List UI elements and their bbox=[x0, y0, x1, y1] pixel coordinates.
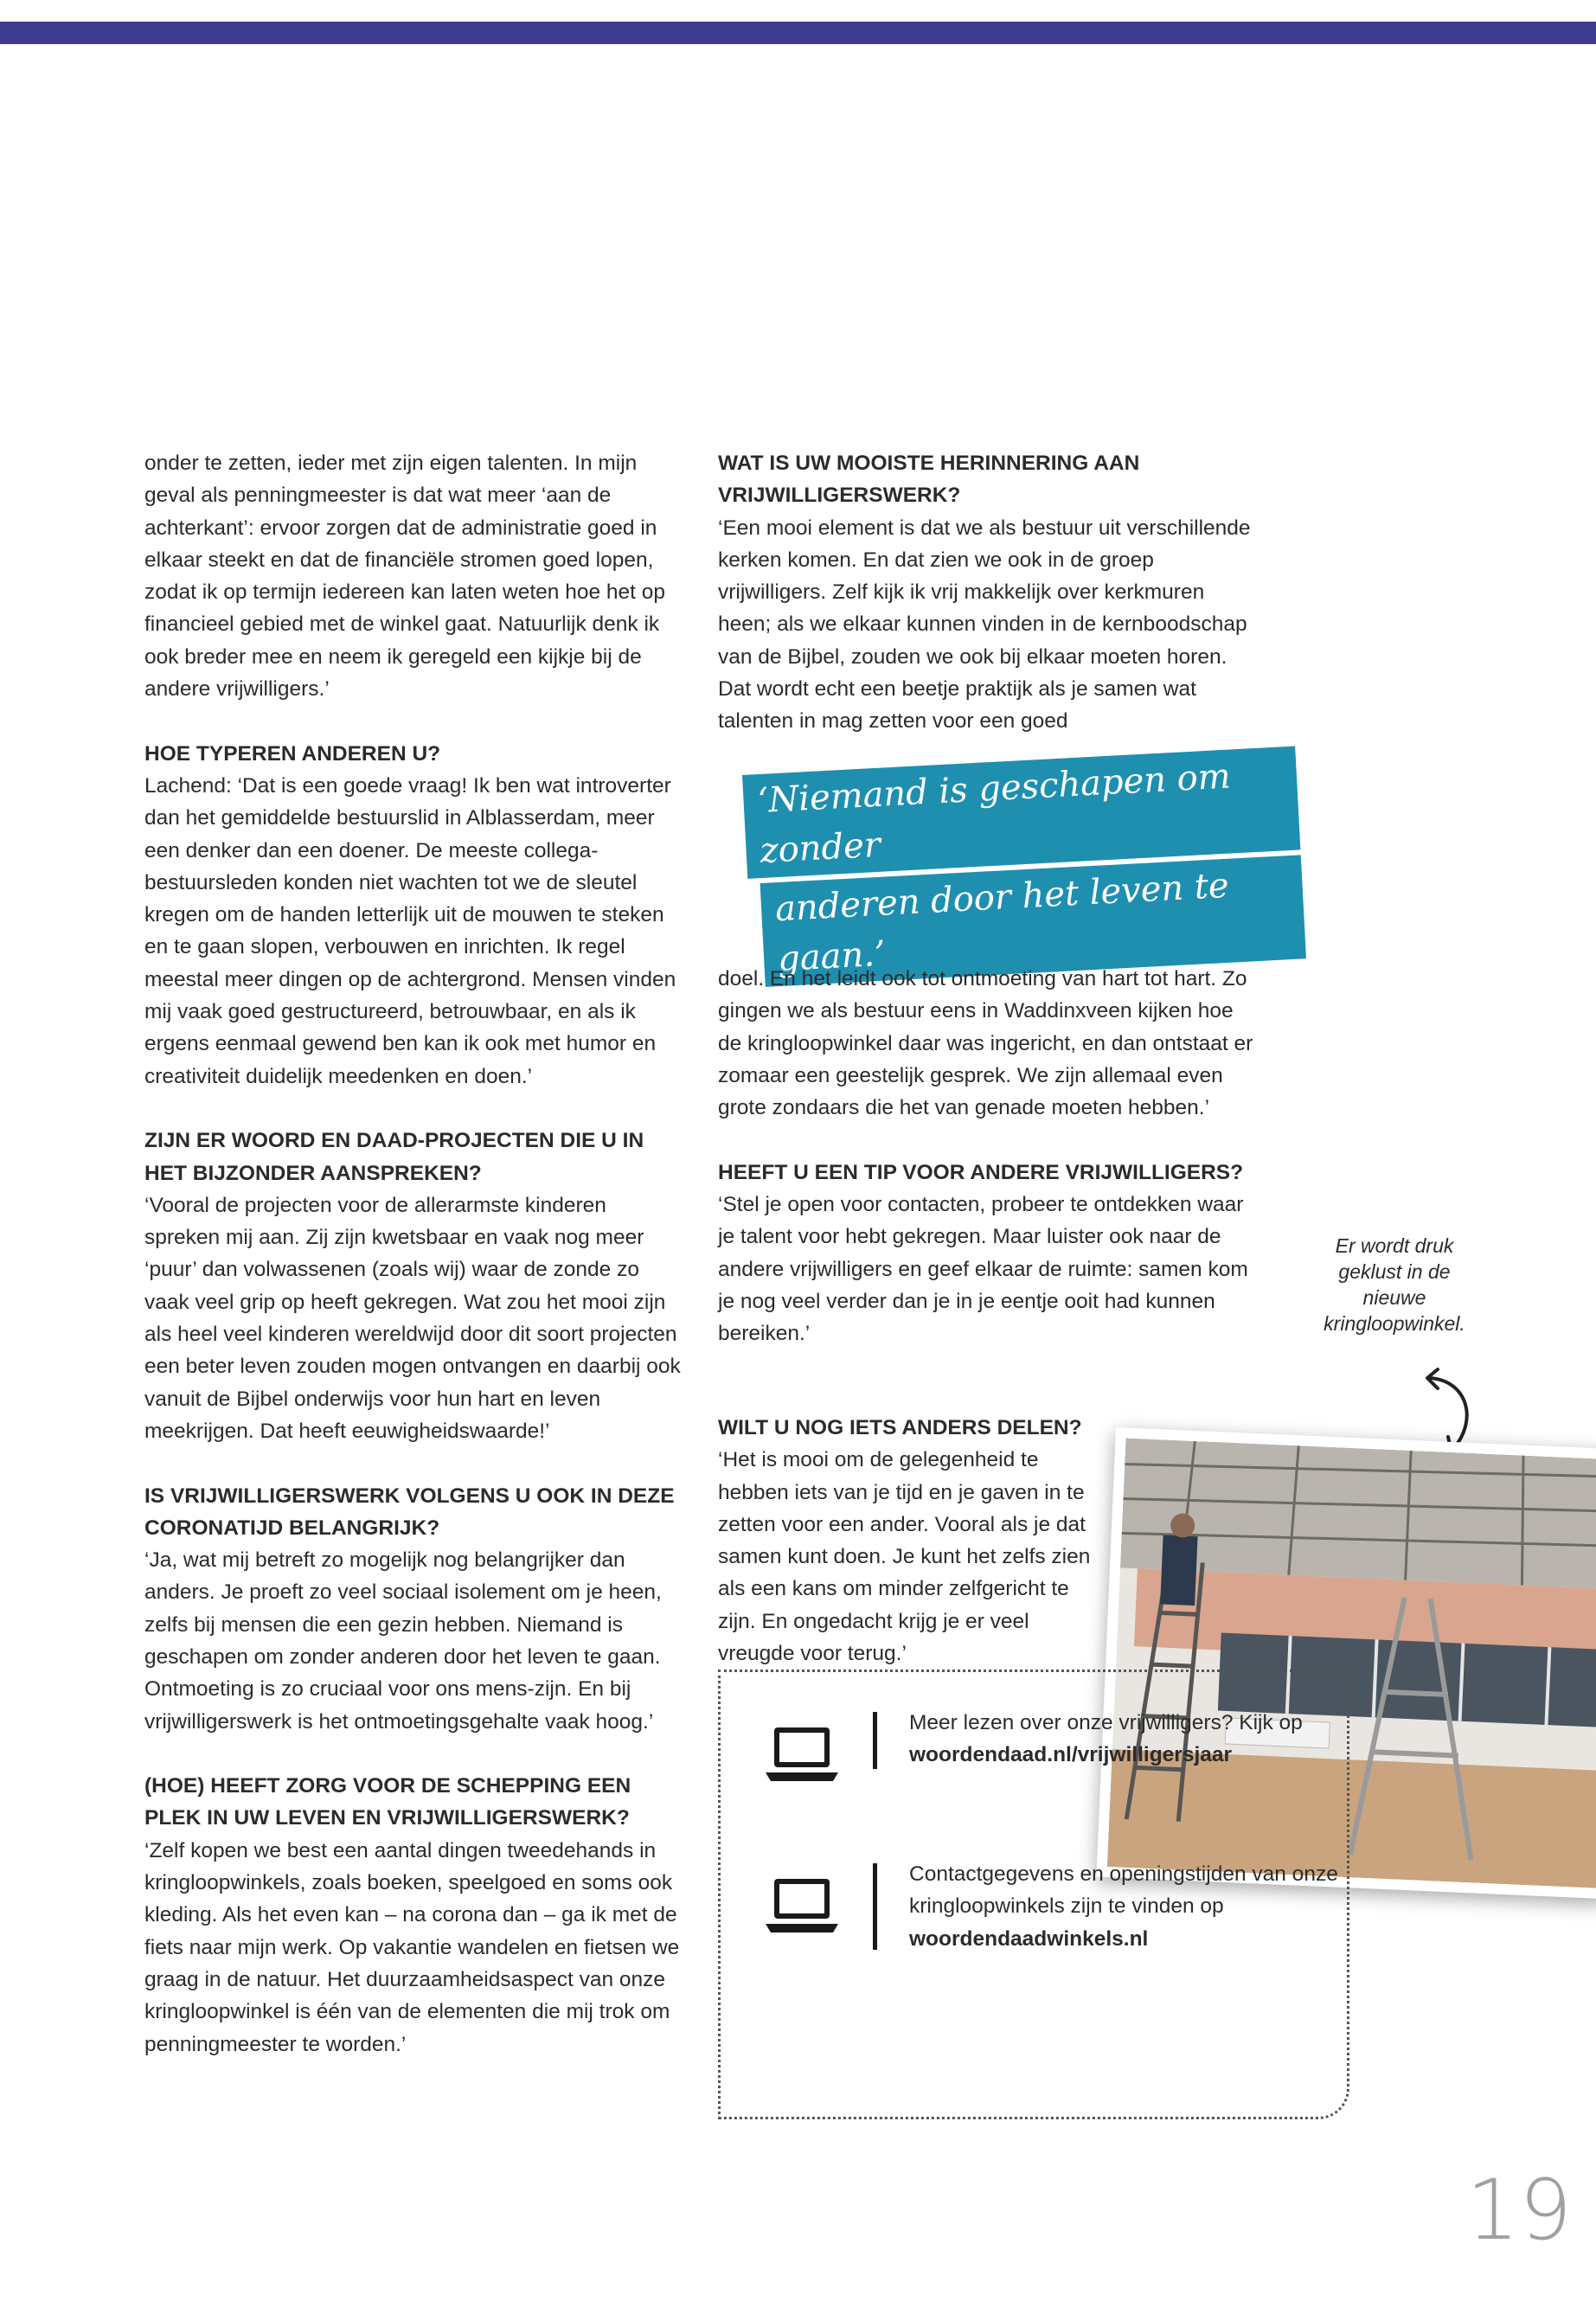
info-text-winkels bbox=[909, 1858, 1342, 1955]
answer-paragraph-projecten: ‘Vooral de projecten voor de allerarmste kinderen spreken mij aan. Zij zijn kwetsbaar en vaak nog meer ‘puur’ dan volwassenen (zoals wij) waar de zonde zo vaak veel grip op heeft gekregen. Wat zou het mooi zijn als heel veel kinderen wereldwijd door dit soort projecten een beter leven zouden mogen ontvangen en daarbij ook vanuit de Bijbel onderwijs voor hun hart en leven meekrijgen. Dat heeft eeuwigheidswaarde!’ bbox=[144, 1193, 681, 1443]
info-box bbox=[718, 1670, 1349, 2119]
answer-paragraph-delen: ‘Het is mooi om de gelegenheid te hebben iets van je tijd en je gaven in te zetten voor een ander. Vooral als je dat samen kunt doen. Je kunt het zelfs zien als een kans om minder zelfgericht te zijn. En ongedacht krijg je er veel vreugde voor terug.’ bbox=[718, 1448, 1091, 1666]
intro-paragraph: onder te zetten, ieder met zijn eigen talenten. In mijn geval als penningmeester is dat wat meer ‘aan de achterkant’: ervoor zorgen dat de administratie goed in elkaar steekt en dat de financiële stromen goed lopen, zodat ik op termijn iedereen kan laten weten hoe het op financieel gebied met de winkel gaat. Natuurlijk denk ik ook breder mee en neem ik geregeld een kijkje bij de andere vrijwilligers.’ bbox=[144, 452, 666, 702]
question-heading-typering: HOE TYPEREN ANDEREN U? bbox=[144, 741, 441, 766]
answer-paragraph-corona: ‘Ja, wat mij betreft zo mogelijk nog belangrijker dan anders. Je proeft zo veel sociaal isolement om je heen, zelfs bij mensen die een gezin hebben. Niemand is geschapen om zonder anderen door het leven te gaan. Ontmoeting is zo cruciaal voor ons mens-zijn. En bij vrijwilligerswerk is het ontmoetingsgehalte vaak hoog.’ bbox=[144, 1548, 662, 1734]
pull-quote bbox=[742, 747, 1306, 993]
laptop-icon bbox=[764, 1724, 840, 1785]
right-article-column-narrow bbox=[718, 1412, 1099, 1702]
right-article-column-bottom bbox=[718, 963, 1254, 1382]
info-row-divider bbox=[873, 1712, 877, 1769]
info-row-divider bbox=[873, 1863, 877, 1950]
question-heading-herinnering: WAT IS UW MOOISTE HERINNERING AAN VRIJWILLIGERSWERK? bbox=[718, 452, 1140, 508]
info-row-winkels bbox=[764, 1858, 1338, 1962]
question-heading-corona: IS VRIJWILLIGERSWERK VOLGENS U OOK IN DEZE CORONATIJD BELANGRIJK? bbox=[144, 1484, 675, 1540]
right-article-column-top bbox=[718, 447, 1254, 770]
answer-paragraph-typering: Lachend: ‘Dat is een goede vraag! Ik ben wat introverter dan het gemiddelde bestuurslid in Alblasserdam, meer een denker dan een doener. De meeste collega-bestuursleden konden niet wachten tot we de sleutel kregen om de handen letterlijk uit de mouwen te steken en te gaan slopen, verbouwen en inrichten. Ik regel meestal meer dingen op de achtergrond. Mensen vinden mij vaak goed gestructureerd, betrouwbaar, en als ik ergens eenmaal gewend ben kan ik ook met humor en creativiteit duidelijk meedenken en doen.’ bbox=[144, 773, 676, 1088]
answer-paragraph-herinnering-part2: doel. En het leidt ook tot ontmoeting van hart tot hart. Zo gingen we als bestuur eens in Waddinxveen kijken hoe de kringloopwinkel daar was ingericht, en dan ontstaat er zomaar een geestelijk gesprek. We zijn allemaal even grote zondaars die het van genade moeten hebben.’ bbox=[718, 967, 1253, 1120]
pull-quote-line-2: anderen door het leven te gaan.’ bbox=[760, 855, 1306, 987]
left-article-column bbox=[144, 447, 681, 2093]
question-heading-delen: WILT U NOG IETS ANDERS DELEN? bbox=[718, 1416, 1082, 1439]
info-text-winkels-label: Contactgegevens en openingstijden van onze kringloopwinkels zijn te vinden op bbox=[909, 1862, 1338, 1919]
question-heading-schepping: (HOE) HEEFT ZORG VOOR DE SCHEPPING EEN PLEK IN UW LEVEN EN VRIJWILLIGERSWERK? bbox=[144, 1774, 631, 1830]
question-heading-tip: HEEFT U EEN TIP VOOR ANDERE VRIJWILLIGERS? bbox=[718, 1160, 1244, 1184]
question-heading-projecten: ZIJN ER WOORD EN DAAD-PROJECTEN DIE U IN HET BIJZONDER AANSPREKEN? bbox=[144, 1129, 644, 1185]
answer-paragraph-herinnering-part1: ‘Een mooi element is dat we als bestuur uit verschillende kerken komen. En dat zien we ook in de groep vrijwilligers. Zelf kijk ik vrij makkelijk over kerkmuren heen; als we elkaar kunnen vinden in de kernboodschap van de Bijbel, zouden we ook bij elkaar moeten horen. Dat wordt echt een beetje praktijk als je samen wat talenten in mag zetten voor een goed bbox=[718, 516, 1251, 734]
answer-paragraph-tip: ‘Stel je open voor contacten, probeer te ontdekken waar je talent voor hebt gekregen. Maar luister ook naar de andere vrijwilligers en geef elkaar de ruimte: samen kom je nog veel verder dan je in je eentje ooit had kunnen bereiken.’ bbox=[718, 1193, 1248, 1346]
answer-paragraph-schepping: ‘Zelf kopen we best een aantal dingen tweedehands in kringloopwinkels, zoals boeken, speelgoed en soms ook kleding. Als het even kan – na corona dan – ga ik met de fiets naar mijn werk. Op vakantie wandelen en fietsen we graag in de natuur. Het duurzaamheidsaspect van onze kringloopwinkel is één van de elementen die mij trok om penningmeester te worden.’ bbox=[144, 1838, 680, 2056]
page-number: 19 bbox=[1466, 2162, 1573, 2259]
info-text-vrijwilligers bbox=[909, 1707, 1342, 1772]
link-vrijwilligersjaar[interactable]: woordendaad.nl/vrijwilligersjaar bbox=[909, 1743, 1233, 1767]
link-woordendaadwinkels[interactable]: woordendaadwinkels.nl bbox=[909, 1926, 1149, 1951]
pull-quote-line-1: ‘Niemand is geschapen om zonder bbox=[742, 747, 1300, 879]
info-row-vrijwilligers bbox=[764, 1707, 1335, 1811]
photo-caption: Er wordt druk geklust in de nieuwe kringloopwinkel. bbox=[1324, 1234, 1465, 1335]
top-color-bar bbox=[0, 22, 1596, 44]
laptop-icon bbox=[764, 1875, 840, 1936]
info-text-vrijwilligers-label: Meer lezen over onze vrijwilligers? Kijk op bbox=[909, 1711, 1303, 1734]
